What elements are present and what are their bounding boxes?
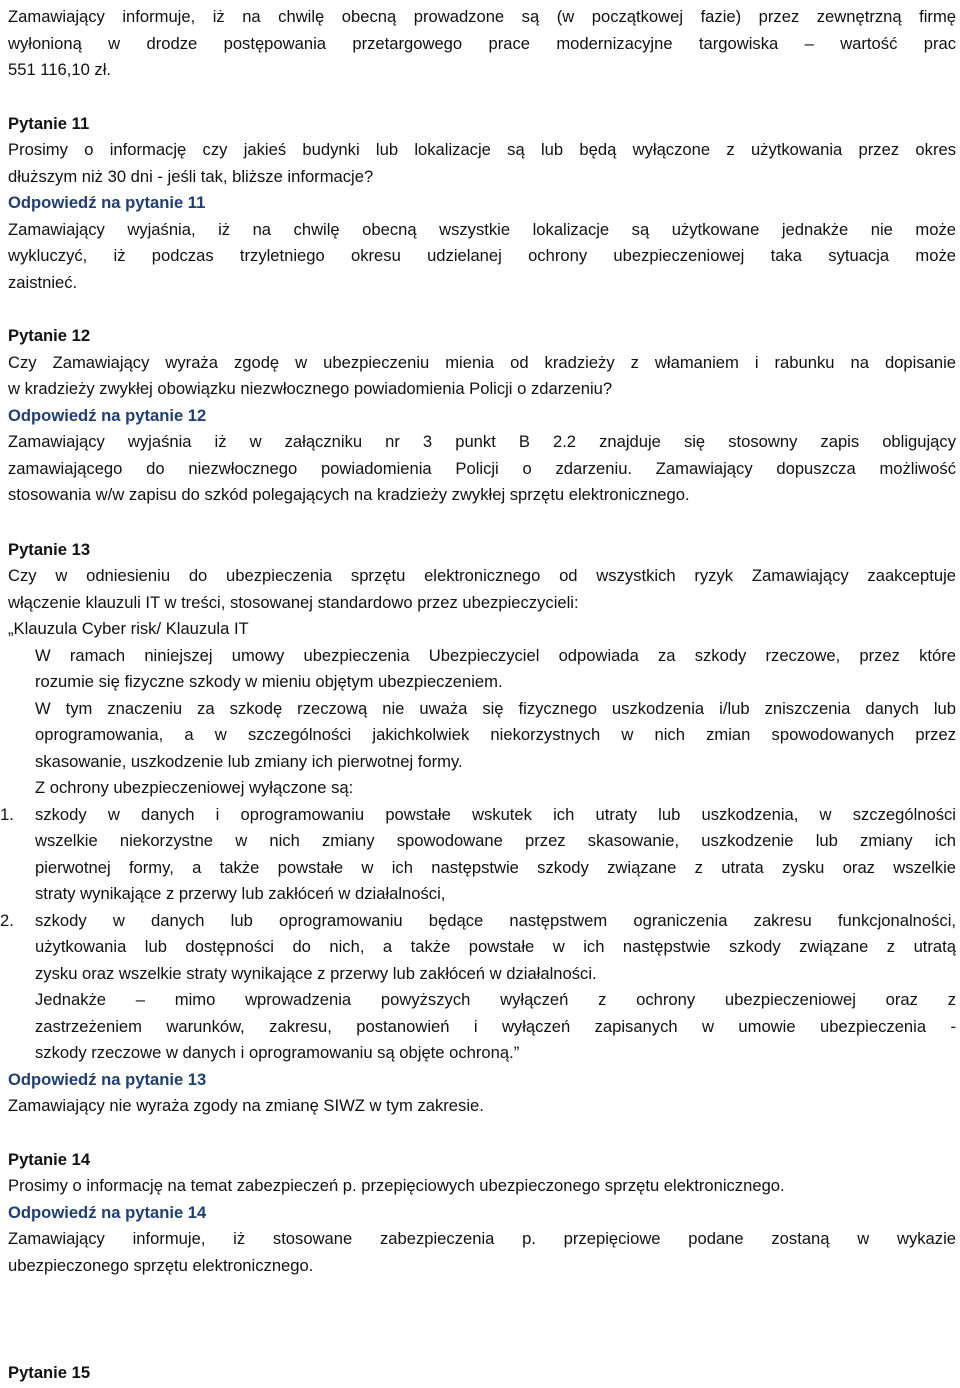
q13-question-line-2: włączenie klauzuli IT w treści, stosowanej standardowo przez ubezpieczycieli: [8, 593, 579, 612]
intro-line-2: wyłonioną w drodze postępowania przetargowego prace modernizacyjne targowiska – wartość prac [8, 34, 956, 53]
clause-p1-line-2: rozumie się fizyczne szkody w mieniu objętym ubezpieczeniem. [35, 672, 503, 691]
q11-answer-title: Odpowiedź na pytanie 11 [8, 193, 206, 212]
q11-answer-line-2: wykluczyć, iż podczas trzyletniego okresu udzielanej ochrony ubezpieczeniowej taka sytuacja może [8, 246, 956, 265]
intro-line-1: Zamawiający informuje, iż na chwilę obecną prowadzone są (w początkowej fazie) przez zewnętrzną firmę [8, 7, 956, 26]
clause-end-line-3: szkody rzeczowe w danych i oprogramowaniu są objęte ochroną.” [35, 1043, 520, 1062]
q14-question: Prosimy o informację na temat zabezpieczeń p. przepięciowych ubezpieczonego sprzętu elektronicznego. [8, 1176, 785, 1195]
q12-answer-title: Odpowiedź na pytanie 12 [8, 406, 207, 425]
q13-question-line-1: Czy w odniesieniu do ubezpieczenia sprzętu elektronicznego od wszystkich ryzyk Zamawiający zaakceptuje [8, 566, 956, 585]
clause-p2-line-3: skasowanie, uszkodzenie lub zmiany ich pierwotnej formy. [35, 752, 463, 771]
q11-answer-line-1: Zamawiający wyjaśnia, iż na chwilę obecną wszystkie lokalizacje są użytkowane jednakże nie może [8, 220, 956, 239]
q12-answer-line-3: stosowania w/w zapisu do szkód polegających na kradzieży zwykłej sprzętu elektronicznego. [8, 485, 690, 504]
q11-question-line-1: Prosimy o informację czy jakieś budynki lub lokalizacje są lub będą wyłączone z użytkowania przez okres [8, 140, 956, 159]
clause-p3: Z ochrony ubezpieczeniowej wyłączone są: [35, 778, 354, 797]
intro-line-3: 551 116,10 zł. [8, 60, 112, 79]
q14-title: Pytanie 14 [8, 1150, 91, 1169]
item1-line-1: szkody w danych i oprogramowaniu powstałe wskutek ich utraty lub uszkodzenia, w szczególności [35, 805, 956, 824]
q11-title: Pytanie 11 [8, 114, 90, 133]
q11-question-line-2: dłuższym niż 30 dni - jeśli tak, bliższe informacje? [8, 167, 374, 186]
q13-answer-title: Odpowiedź na pytanie 13 [8, 1070, 207, 1089]
clause-end-line-2: zastrzeżeniem warunków, zakresu, postanowień i wyłączeń zapisanych w umowie ubezpieczenia - [35, 1017, 956, 1036]
q15-title: Pytanie 15 [8, 1363, 91, 1382]
clause-p1-line-1: W ramach niniejszej umowy ubezpieczenia Ubezpieczyciel odpowiada za szkody rzeczowe, przez które [35, 646, 956, 665]
q11-answer-line-3: zaistnieć. [8, 273, 78, 292]
item2-line-3: zysku oraz wszelkie straty wynikające z przerwy lub zakłóceń w działalności. [35, 964, 597, 983]
item1-line-2: wszelkie niekorzystne w nich zmiany spowodowane przez skasowanie, uszkodzenie lub zmiany ich [35, 831, 956, 850]
q12-title: Pytanie 12 [8, 326, 91, 345]
q14-answer-line-1: Zamawiający informuje, iż stosowane zabezpieczenia p. przepięciowe podane zostaną w wykazie [8, 1229, 956, 1248]
item1-line-4: straty wynikające z przerwy lub zakłóceń w działalności, [35, 884, 446, 903]
q12-answer-line-2: zamawiającego do niezwłocznego powiadomienia Policji o zdarzeniu. Zamawiający dopuszcza możliwość [8, 459, 956, 478]
item2-line-2: użytkowania lub dostępności do nich, a także powstałe w ich następstwie szkody związane z utratą [35, 937, 956, 956]
q13-title: Pytanie 13 [8, 540, 91, 559]
q13-answer: Zamawiający nie wyraża zgody na zmianę SIWZ w tym zakresie. [8, 1096, 484, 1115]
item2-number: 2. [0, 911, 14, 930]
q12-answer-line-1: Zamawiający wyjaśnia iż w załączniku nr 3 punkt B 2.2 znajduje się stosowny zapis obligujący [8, 432, 956, 451]
clause-p2-line-2: oprogramowania, a w szczególności jakichkolwiek niekorzystnych w nich zmian spowodowanych przez [35, 725, 956, 744]
q12-question-line-1: Czy Zamawiający wyraża zgodę w ubezpieczeniu mienia od kradzieży z włamaniem i rabunku na dopisanie [8, 353, 956, 372]
q14-answer-line-2: ubezpieczonego sprzętu elektronicznego. [8, 1256, 314, 1275]
q12-question-line-2: w kradzieży zwykłej obowiązku niezwłocznego powiadomienia Policji o zdarzeniu? [8, 379, 613, 398]
q14-answer-title: Odpowiedź na pytanie 14 [8, 1203, 207, 1222]
item2-line-1: szkody w danych lub oprogramowaniu będące następstwem ograniczenia zakresu funkcjonalności, [35, 911, 956, 930]
q13-question-line-3: „Klauzula Cyber risk/ Klauzula IT [8, 619, 249, 638]
clause-end-line-1: Jednakże – mimo wprowadzenia powyższych wyłączeń z ochrony ubezpieczeniowej oraz z [35, 990, 956, 1009]
item1-line-3: pierwotnej formy, a także powstałe w ich następstwie szkody związane z utrata zysku oraz wszelkie [35, 858, 956, 877]
clause-p2-line-1: W tym znaczeniu za szkodę rzeczową nie uważa się fizycznego uszkodzenia i/lub zniszczenia danych lub [35, 699, 956, 718]
item1-number: 1. [0, 805, 14, 824]
